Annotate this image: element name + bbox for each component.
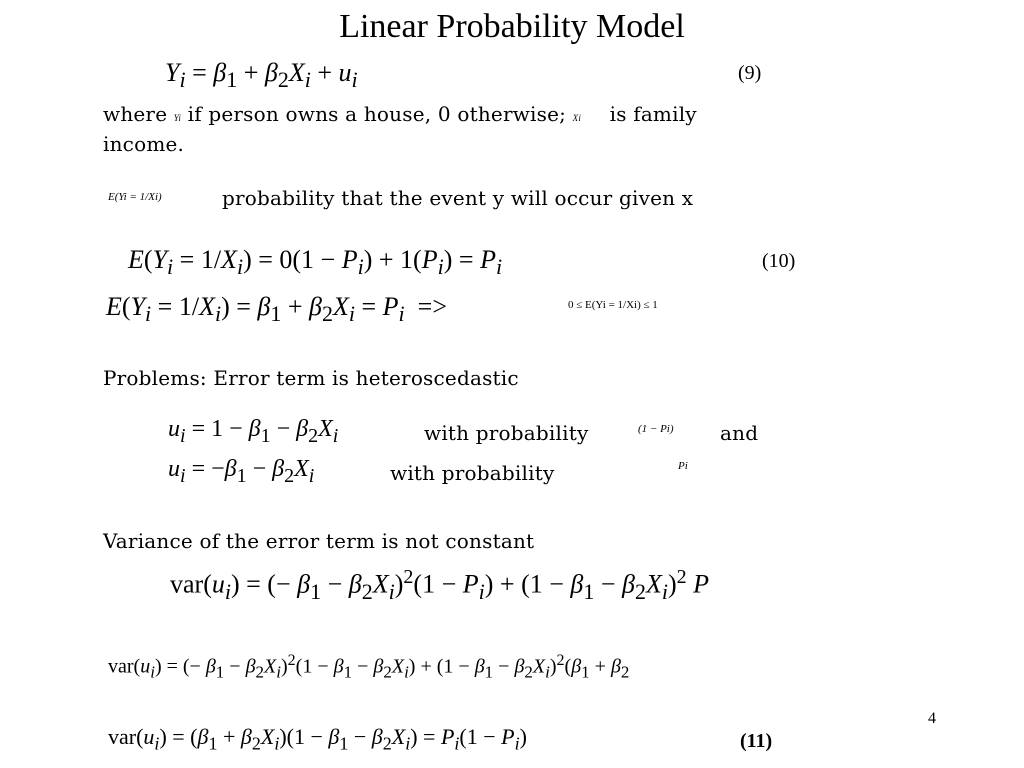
- slide-title: Linear Probability Model: [339, 8, 685, 45]
- equation-9-number: (9): [738, 62, 762, 84]
- with-probability-1: with probability: [424, 421, 589, 445]
- variance-equation-b: $var(u_i)$ = (− $\beta_1 - \beta_2X_i)^2(1 - \beta_1 - \beta_2X_i) + (1 - \beta_1 - \beta_2X_i)^2(\beta_1 + \beta_2$: [108, 652, 630, 682]
- equation-9: $Y_i = \beta_1 + \beta_2X_i + u_i$: [165, 58, 358, 93]
- variance-equation-c: $var(u_i) = (\beta_1 + \beta_2X_i)(1 - \beta_1 - \beta_2X_i) = P_i(1 - P_i)$: [108, 724, 527, 754]
- equation-10: $E(Y_i = 1/X_i) = 0(1 - P_i) + 1(P_i) = P_i$: [128, 245, 503, 280]
- where-line-2: income.: [103, 132, 185, 156]
- where-line-1: where Yi if person owns a house, 0 otherwise; Xi is family: [103, 102, 697, 126]
- equation-10b: $E(Y_i = 1/X_i) = \beta_1 + \beta_2X_i = P_i$ =>: [106, 292, 447, 327]
- equation-11-number: (11): [740, 730, 773, 752]
- and-word: and: [720, 421, 759, 445]
- page-number: 4: [928, 710, 936, 727]
- variance-equation-a: $var(u_i)$ = (− $\beta_1 - \beta_2X_i)^2(1 - P_i) + (1 - \beta_1 - \beta_2X_i)^2$ P: [170, 566, 710, 604]
- expectation-text: probability that the event y will occur given x: [222, 186, 694, 210]
- with-probability-2: with probability: [390, 461, 555, 485]
- inline-yi: Yi: [173, 113, 182, 123]
- probability-bound: 0 ≤ E(Yi = 1/Xi) ≤ 1: [568, 299, 658, 311]
- variance-heading: Variance of the error term is not constant: [103, 529, 535, 553]
- equation-10-number: (10): [762, 250, 796, 272]
- error-case-1: $u_i = 1 - \beta_1 - \beta_2X_i$: [168, 416, 339, 447]
- probability-2: Pi: [678, 460, 688, 472]
- problems-heading: Problems: Error term is heteroscedastic: [103, 366, 519, 390]
- probability-1: (1 − Pi): [638, 423, 674, 435]
- inline-xi: Xi: [572, 113, 582, 123]
- error-case-2: $u_i = -\beta_1 - \beta_2X_i$: [168, 456, 315, 487]
- expectation-symbol: E(Yi = 1/Xi): [108, 191, 162, 203]
